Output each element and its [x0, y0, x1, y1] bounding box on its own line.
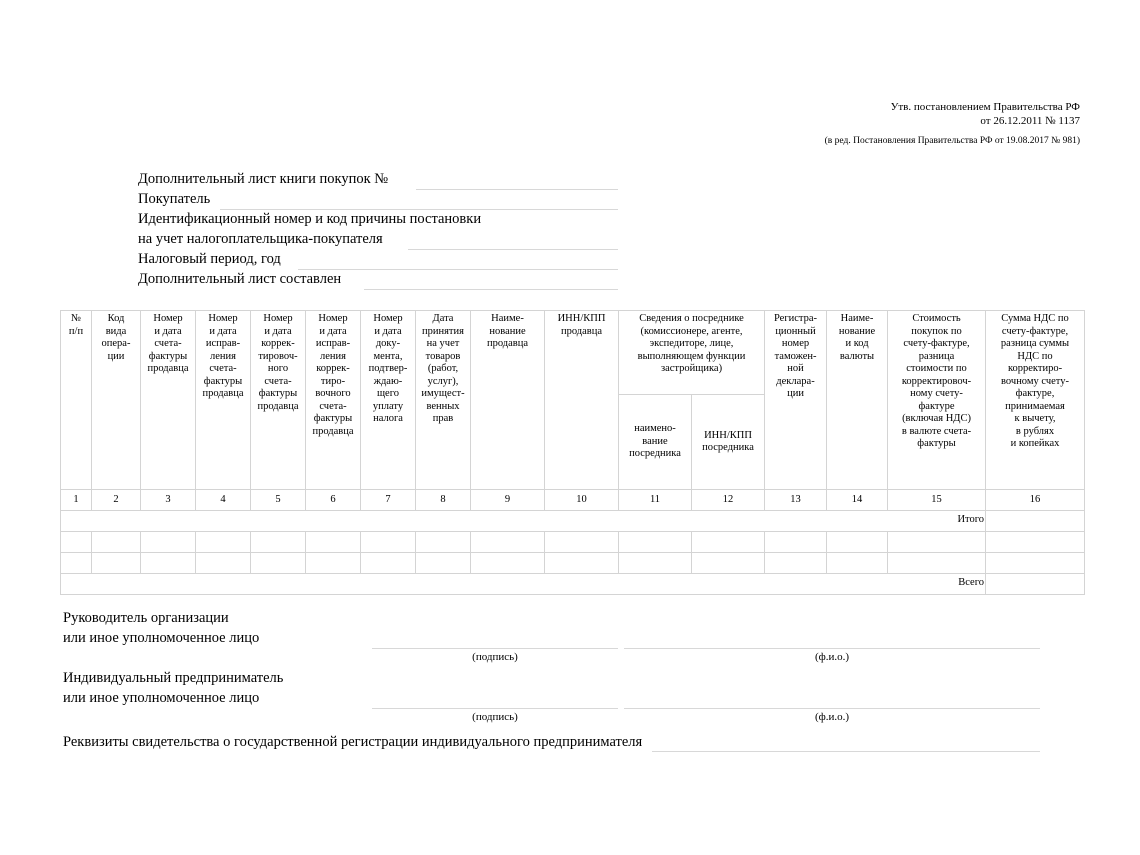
table-cell[interactable]	[692, 553, 765, 574]
col-header-12-label: ИНН/КПП посредника	[702, 429, 754, 453]
col-header-intermediary	[619, 311, 765, 395]
col-header-6	[306, 311, 361, 490]
table-cell[interactable]	[251, 532, 306, 553]
column-number-row	[61, 490, 1085, 511]
col-header-4	[196, 311, 251, 490]
col-header-15-label: Стоимость покупок по счету-фактуре, разница стоимости по корректировоч- ному счету- фактуре (включая НДС) в валюте счета- фактуры	[901, 313, 972, 449]
table-cell[interactable]	[251, 553, 306, 574]
buyer-field[interactable]	[220, 209, 618, 210]
table-cell[interactable]	[986, 553, 1085, 574]
col-number: 11	[619, 490, 692, 511]
col-header-2-label: Код вида опера- ции	[101, 313, 131, 362]
compiled-label: Дополнительный лист составлен	[138, 271, 342, 287]
col-header-9-label: Наиме- нование продавца	[486, 313, 529, 349]
head-label-line-2: или иное уполномоченное лицо	[63, 630, 260, 646]
grand-total-label: Всего	[61, 574, 986, 595]
amendment-note: (в ред. Постановления Правительства РФ от 19.08.2017 № 981)	[824, 136, 1080, 146]
grand-total-row	[61, 574, 1085, 595]
col-number: 8	[416, 490, 471, 511]
table-cell[interactable]	[765, 553, 827, 574]
table-cell[interactable]	[92, 553, 141, 574]
col-header-16-label: Сумма НДС по счету-фактуре, разница суммы НДС по корректиро- вочному счету- фактуре, принимаемая к вычету, в рублях и копейках	[1000, 313, 1070, 449]
table-cell[interactable]	[471, 532, 545, 553]
col-number: 1	[61, 490, 92, 511]
col-number: 10	[545, 490, 619, 511]
col-header-3	[141, 311, 196, 490]
table-cell[interactable]	[306, 532, 361, 553]
registration-label: Реквизиты свидетельства о государственной регистрации индивидуального предпринимателя	[63, 734, 643, 750]
col-header-2	[92, 311, 141, 490]
table-cell[interactable]	[61, 553, 92, 574]
col-number: 5	[251, 490, 306, 511]
sheet-title: Дополнительный лист книги покупок №	[138, 171, 389, 187]
col-header-13	[765, 311, 827, 490]
grand-total-value[interactable]	[986, 574, 1085, 595]
table-cell[interactable]	[471, 553, 545, 574]
head-name-field[interactable]	[624, 648, 1040, 649]
col-header-intermediary-label: Сведения о посреднике (комиссионере, агенте, экспедиторе, лице, выполняющем функции застройщика)	[637, 313, 746, 374]
head-signature-caption: (подпись)	[472, 651, 518, 663]
purchase-book-table	[60, 310, 1085, 595]
table-cell[interactable]	[361, 532, 416, 553]
col-header-8-label: Дата принятия на учет товаров (работ, услуг), имущест- венных прав	[421, 313, 465, 424]
table-cell[interactable]	[416, 532, 471, 553]
col-header-7	[361, 311, 416, 490]
entrepreneur-signature-field[interactable]	[372, 708, 618, 709]
col-number: 3	[141, 490, 196, 511]
col-header-9	[471, 311, 545, 490]
col-number: 9	[471, 490, 545, 511]
entrepreneur-name-field[interactable]	[624, 708, 1040, 709]
col-header-14-label: Наиме- нование и код валюты	[838, 313, 876, 362]
table-cell[interactable]	[306, 553, 361, 574]
head-label-line-1: Руководитель организации	[63, 610, 229, 626]
approval-note	[891, 100, 1080, 128]
sheet-number-field[interactable]	[416, 189, 618, 190]
table-cell[interactable]	[545, 532, 619, 553]
col-header-15	[888, 311, 986, 490]
table-cell[interactable]	[196, 553, 251, 574]
tax-period-field[interactable]	[298, 269, 618, 270]
table-cell[interactable]	[765, 532, 827, 553]
buyer-label: Покупатель	[138, 191, 211, 207]
entrepreneur-label-line-1: Индивидуальный предприниматель	[63, 670, 284, 686]
table-cell[interactable]	[888, 532, 986, 553]
entrepreneur-name-caption: (ф.и.о.)	[814, 711, 850, 723]
compiled-field[interactable]	[364, 289, 618, 290]
col-header-8	[416, 311, 471, 490]
col-header-5	[251, 311, 306, 490]
table-cell[interactable]	[827, 553, 888, 574]
col-header-11	[619, 395, 692, 490]
head-signature-field[interactable]	[372, 648, 618, 649]
col-number: 6	[306, 490, 361, 511]
col-number: 14	[827, 490, 888, 511]
col-number: 12	[692, 490, 765, 511]
col-number: 13	[765, 490, 827, 511]
subtotal-value[interactable]	[986, 511, 1085, 532]
col-header-10-label: ИНН/КПП продавца	[557, 313, 606, 337]
col-header-3-label: Номер и дата счета- фактуры продавца	[147, 313, 189, 374]
subtotal-label: Итого	[61, 511, 986, 532]
table-cell[interactable]	[827, 532, 888, 553]
approval-line-2: от 26.12.2011 № 1137	[980, 115, 1080, 127]
table-cell[interactable]	[888, 553, 986, 574]
table-cell[interactable]	[141, 553, 196, 574]
inn-field[interactable]	[408, 249, 618, 250]
table-cell[interactable]	[692, 532, 765, 553]
table-cell[interactable]	[141, 532, 196, 553]
col-header-13-label: Регистра- ционный номер таможен- ной деклара- ции	[773, 313, 818, 399]
table-cell[interactable]	[92, 532, 141, 553]
col-header-5-label: Номер и дата коррек- тировоч- ного счета- фактуры продавца	[257, 313, 299, 412]
col-header-4-label: Номер и дата исправ- ления счета- фактуры продавца	[202, 313, 244, 399]
head-name-caption: (ф.и.о.)	[814, 651, 850, 663]
approval-line-1: Утв. постановлением Правительства РФ	[890, 101, 1080, 113]
table-cell[interactable]	[545, 553, 619, 574]
tax-period-label: Налоговый период, год	[138, 251, 281, 267]
table-cell[interactable]	[196, 532, 251, 553]
table-cell[interactable]	[986, 532, 1085, 553]
inn-label-line-2: на учет налогоплательщика-покупателя	[138, 231, 383, 247]
col-header-12	[692, 395, 765, 490]
col-header-11-label: наимено- вание посредника	[629, 423, 681, 460]
col-header-16	[986, 311, 1085, 490]
col-number: 7	[361, 490, 416, 511]
col-header-6-label: Номер и дата исправ- ления коррек- тиро- вочного счета- фактуры продавца	[312, 313, 354, 437]
col-header-10	[545, 311, 619, 490]
table-cell[interactable]	[619, 532, 692, 553]
col-number: 16	[986, 490, 1085, 511]
col-header-7-label: Номер и дата доку- мента, подтвер- ждаю- щего уплату налога	[368, 313, 408, 424]
table-cell[interactable]	[361, 553, 416, 574]
table-row	[61, 532, 1085, 553]
col-number: 15	[888, 490, 986, 511]
col-number: 4	[196, 490, 251, 511]
table-cell[interactable]	[61, 532, 92, 553]
col-header-1-label: № п/п	[68, 313, 84, 337]
table-cell[interactable]	[619, 553, 692, 574]
col-header-14	[827, 311, 888, 490]
registration-field[interactable]	[652, 751, 1040, 752]
col-number: 2	[92, 490, 141, 511]
entrepreneur-label-line-2: или иное уполномоченное лицо	[63, 690, 260, 706]
col-header-1	[61, 311, 92, 490]
subtotal-row	[61, 511, 1085, 532]
table-row	[61, 553, 1085, 574]
entrepreneur-signature-caption: (подпись)	[472, 711, 518, 723]
table-cell[interactable]	[416, 553, 471, 574]
inn-label-line-1: Идентификационный номер и код причины постановки	[138, 211, 482, 227]
